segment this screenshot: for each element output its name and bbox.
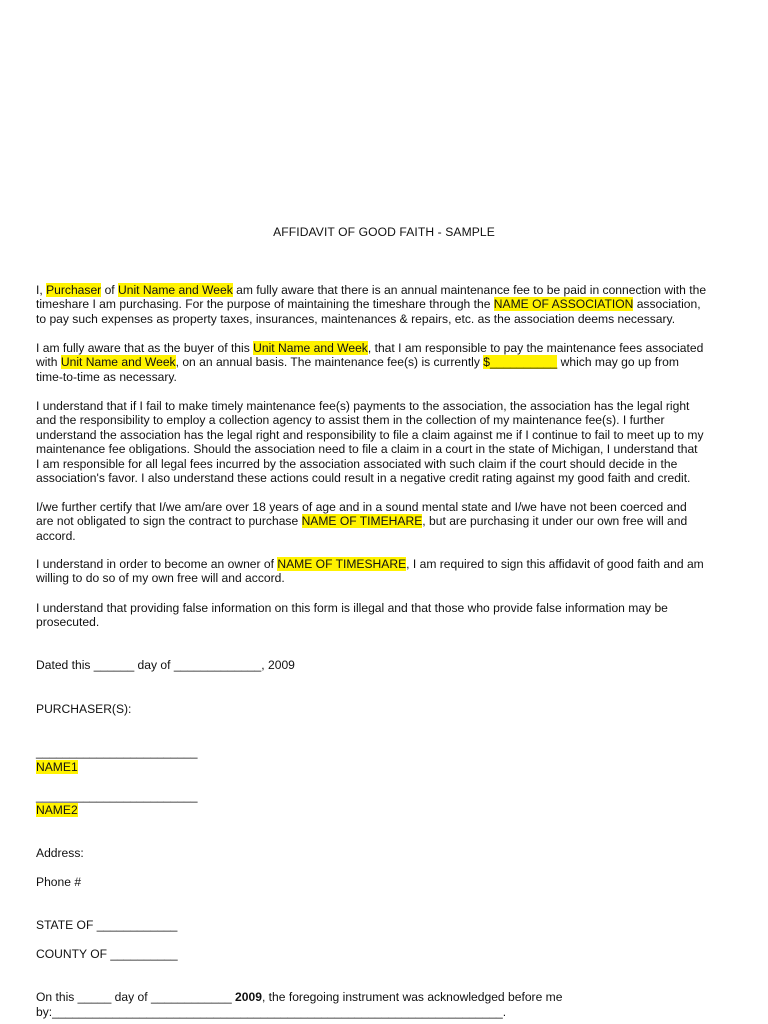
phone-label: Phone # bbox=[36, 875, 82, 889]
name1-field: NAME1 bbox=[36, 760, 78, 774]
acknowledgment-line: On this _____ day of ____________ 2009, the foregoing instrument was acknowledged before me bbox=[36, 990, 563, 1004]
paragraph-ownership-requirement bbox=[36, 557, 736, 586]
paragraph-line: I understand that providing false information on this form is illegal and that those who provide false information may be bbox=[36, 601, 668, 615]
paragraph-line: I understand that if I fail to make timely maintenance fee(s) payments to the association, the association has the legal right bbox=[36, 399, 690, 413]
paragraph-line: and the responsibility to employ a collection agency to assist them in the collection of my maintenance fee(s). I further bbox=[36, 413, 665, 428]
placeholder-fee-amount: $__________ bbox=[483, 355, 558, 370]
paragraph-line: maintenance fee obligations. Should the association need to file a claim in a court in the state of Michigan, I understand that bbox=[36, 442, 698, 457]
dated-line: Dated this ______ day of _____________, 2009 bbox=[36, 658, 295, 672]
paragraph-line: association's favor. I also understand these actions could result in a negative credit rating against my good faith and credit. bbox=[36, 470, 691, 485]
paragraph-line: prosecuted. bbox=[36, 615, 100, 630]
paragraph-line: I am responsible for all legal fees incurred by the association associated with such claim if the court should decide in the bbox=[36, 456, 678, 471]
placeholder-unit-name-week: Unit Name and Week bbox=[253, 341, 368, 355]
placeholder-timeshare-name: NAME OF TIMEHARE bbox=[301, 514, 423, 529]
document-title: AFFIDAVIT OF GOOD FAITH - SAMPLE bbox=[273, 225, 495, 239]
paragraph-collection-rights bbox=[36, 399, 736, 485]
address-label: Address: bbox=[36, 846, 84, 860]
name2-field: NAME2 bbox=[36, 803, 78, 817]
paragraph-line: are not obligated to sign the contract to purchase NAME OF TIMEHARE, but are purchasing it under our own free will and bbox=[36, 514, 688, 529]
placeholder-purchaser: Purchaser bbox=[46, 283, 102, 297]
paragraph-line: I am fully aware that as the buyer of this Unit Name and Week, that I am responsible to pay the maintenance fees associated bbox=[36, 341, 704, 355]
purchasers-label: PURCHASER(S): bbox=[36, 702, 132, 716]
paragraph-buyer-responsibility bbox=[36, 341, 736, 384]
placeholder-timeshare-name: NAME OF TIMESHARE bbox=[277, 557, 407, 571]
paragraph-line: with Unit Name and Week, on an annual basis. The maintenance fee(s) is currently $__________ which may go up from bbox=[36, 355, 679, 370]
signature-line-1: ________________________ bbox=[36, 745, 198, 759]
placeholder-unit-name-week: Unit Name and Week bbox=[60, 355, 176, 370]
placeholder-association-name: NAME OF ASSOCIATION bbox=[493, 297, 634, 312]
paragraph-maintenance-fee-awareness bbox=[36, 283, 736, 326]
paragraph-false-information bbox=[36, 601, 736, 630]
signature-line-2: ________________________ bbox=[36, 789, 198, 803]
paragraph-line: willing to do so of my own free will and accord. bbox=[36, 571, 285, 586]
paragraph-line: I, Purchaser of Unit Name and Week am fully aware that there is an annual maintenance fee to be paid in connection with the bbox=[36, 283, 707, 297]
paragraph-line: time-to-time as necessary. bbox=[36, 369, 177, 384]
paragraph-line: understand the association has the legal right and responsibility to file a claim against me if I continue to fail to meet up to my bbox=[36, 427, 704, 442]
paragraph-line: to pay such expenses as property taxes, insurances, maintenances & repairs, etc. as the association deems necessary. bbox=[36, 311, 676, 326]
state-of-line: STATE OF ____________ bbox=[36, 918, 178, 932]
paragraph-line: accord. bbox=[36, 528, 76, 543]
acknowledged-by-line: by:___________________________________________________________________. bbox=[36, 1005, 507, 1019]
paragraph-line: timeshare I am purchasing. For the purpose of maintaining the timeshare through the NAME OF ASSOCIATION association, bbox=[36, 297, 701, 312]
paragraph-line: I understand in order to become an owner of NAME OF TIMESHARE, I am required to sign this affidavit of good faith and am bbox=[36, 557, 704, 571]
paragraph-line: I/we further certify that I/we am/are over 18 years of age and in a sound mental state and I/we have not been coerced and bbox=[36, 500, 687, 514]
paragraph-age-certification bbox=[36, 500, 736, 543]
placeholder-unit-name-week: Unit Name and Week bbox=[118, 283, 233, 297]
county-of-line: COUNTY OF __________ bbox=[36, 947, 178, 961]
